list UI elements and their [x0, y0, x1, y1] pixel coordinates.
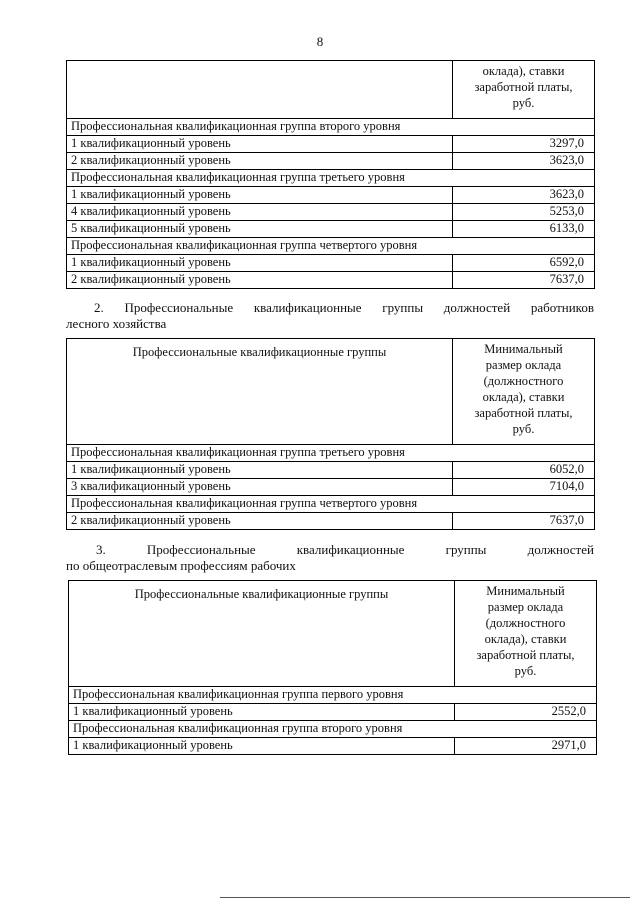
level-row: [67, 255, 595, 272]
level-row: [67, 187, 595, 204]
group-row: [67, 238, 595, 255]
header-right-cell: оклада), ставки заработной платы, руб.: [453, 61, 595, 119]
group-row: [69, 687, 597, 704]
salary-value: 6133,0: [453, 221, 595, 238]
group-label: Профессиональная квалификационная группа второго уровня: [67, 119, 595, 136]
level-row: [67, 136, 595, 153]
level-row: [67, 272, 595, 289]
table-header-row: [67, 61, 595, 119]
group-label: Профессиональная квалификационная группа второго уровня: [69, 721, 597, 738]
salary-value: 6052,0: [453, 462, 595, 479]
salary-table-continued: [66, 60, 595, 289]
section-2-heading: 2. Профессиональные квалификационные группы должностей работников лесного хозяйства: [66, 300, 594, 331]
group-row: [67, 496, 595, 513]
level-label: 3 квалификационный уровень: [67, 479, 453, 496]
salary-value: 3297,0: [453, 136, 595, 153]
level-label: 2 квалификационный уровень: [67, 513, 453, 530]
group-label: Профессиональная квалификационная группа третьего уровня: [67, 170, 595, 187]
salary-value: 3623,0: [453, 187, 595, 204]
level-label: 1 квалификационный уровень: [67, 187, 453, 204]
level-label: 2 квалификационный уровень: [67, 153, 453, 170]
salary-value: 2971,0: [455, 738, 597, 755]
level-row: [67, 204, 595, 221]
salary-value: 7104,0: [453, 479, 595, 496]
level-label: 1 квалификационный уровень: [67, 255, 453, 272]
level-row: [67, 462, 595, 479]
salary-value: 2552,0: [455, 704, 597, 721]
level-row: [69, 704, 597, 721]
table-header-row: [67, 339, 595, 445]
group-label: Профессиональная квалификационная группа первого уровня: [69, 687, 597, 704]
header-left-cell: [67, 61, 453, 119]
level-label: 1 квалификационный уровень: [69, 738, 455, 755]
level-row: [67, 479, 595, 496]
level-row: [67, 153, 595, 170]
level-row: [69, 738, 597, 755]
header-left-cell: Профессиональные квалификационные группы: [67, 339, 453, 445]
salary-value: 3623,0: [453, 153, 595, 170]
salary-value: 7637,0: [453, 272, 595, 289]
level-label: 4 квалификационный уровень: [67, 204, 453, 221]
page-bottom-line: [220, 897, 630, 898]
page-number: 8: [316, 34, 324, 49]
header-right-cell: Минимальный размер оклада (должностного оклада), ставки заработной платы, руб.: [455, 581, 597, 687]
group-label: Профессиональная квалификационная группа третьего уровня: [67, 445, 595, 462]
level-label: 1 квалификационный уровень: [67, 136, 453, 153]
level-label: 2 квалификационный уровень: [67, 272, 453, 289]
salary-value: 7637,0: [453, 513, 595, 530]
level-row: [67, 221, 595, 238]
group-row: [67, 445, 595, 462]
table-header-row: [69, 581, 597, 687]
salary-value: 5253,0: [453, 204, 595, 221]
group-row: [67, 119, 595, 136]
workers-salary-table: [68, 580, 597, 755]
group-row: [67, 170, 595, 187]
group-label: Профессиональная квалификационная группа четвертого уровня: [67, 496, 595, 513]
level-label: 1 квалификационный уровень: [67, 462, 453, 479]
section-3-heading: 3. Профессиональные квалификационные группы должностей по общеотраслевым профессиям рабочих: [66, 542, 594, 573]
forestry-salary-table: [66, 338, 595, 530]
level-label: 5 квалификационный уровень: [67, 221, 453, 238]
header-left-cell: Профессиональные квалификационные группы: [69, 581, 455, 687]
group-label: Профессиональная квалификационная группа четвертого уровня: [67, 238, 595, 255]
level-row: [67, 513, 595, 530]
level-label: 1 квалификационный уровень: [69, 704, 455, 721]
salary-value: 6592,0: [453, 255, 595, 272]
group-row: [69, 721, 597, 738]
header-right-cell: Минимальный размер оклада (должностного оклада), ставки заработной платы, руб.: [453, 339, 595, 445]
